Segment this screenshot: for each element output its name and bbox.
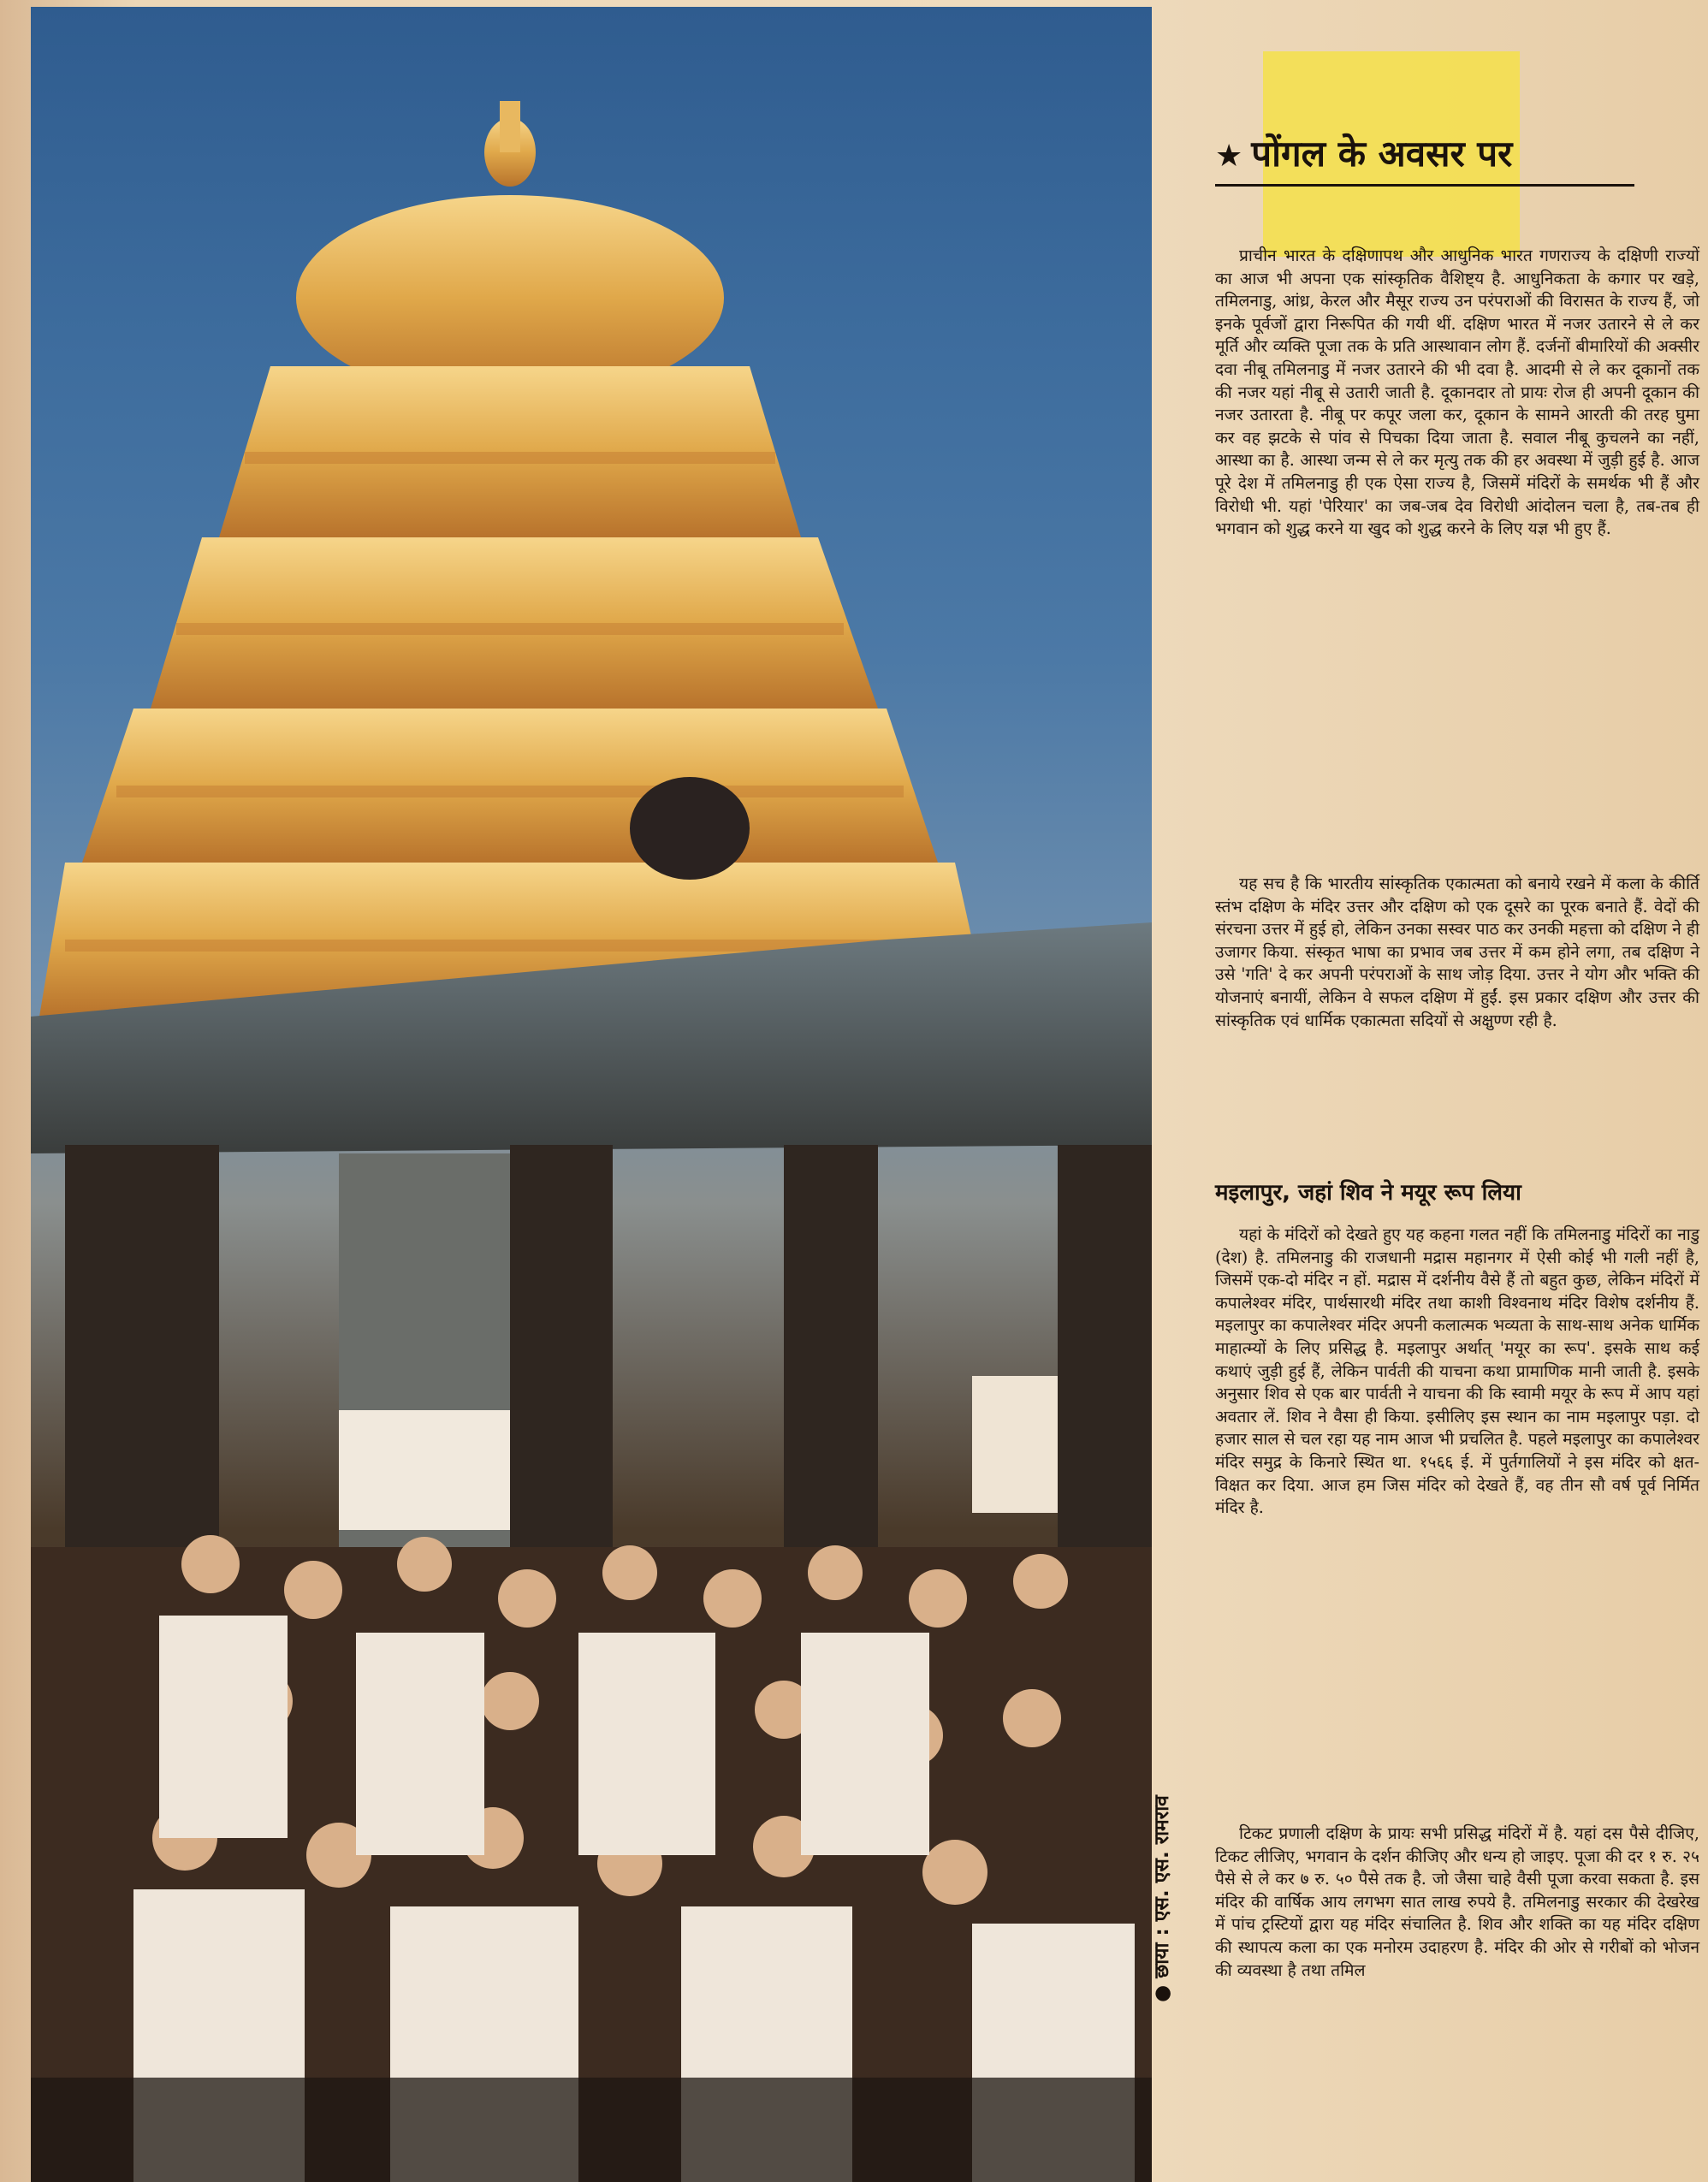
star-icon: ★ (1215, 139, 1243, 174)
paragraph-1: प्राचीन भारत के दक्षिणापथ और आधुनिक भारत गणराज्य के दक्षिणी राज्यों का आज भी अपना एक सांस्कृतिक वैशिष्ट्य है. आधुनिकता के कगार पर खड़े, तमिलनाडु, आंध्र, केरल और मैसूर राज्य उन परंपराओं की विरासत के राज्य हैं, जो इनके पूर्वजों द्वारा निरूपित की गयी थीं. दक्षिण भारत में नजर उतारने से ले कर मूर्ति और व्यक्ति पूजा तक के प्रति आस्थावान लोग हैं. दर्जनों बीमारियों की अक्सीर दवा नीबू तमिलनाडु में नजर उतारने की भी दवा है. आदमी से ले कर दूकानों तक की नजर यहां नीबू से उतारी जाती है. दूकानदार तो प्रायः रोज ही अपनी दूकान की नजर उतारता है. नीबू पर कपूर जला कर, दूकान के सामने आरती की तरह घुमा कर वह झटके से पांव से पिचका दिया जाता है. सवाल नीबू कुचलने का नहीं, आस्था का है. आस्था जन्म से ले कर मृत्यु तक की हर अवस्था में जुड़ी हुई है. आज पूरे देश में तमिलनाडु ही एक ऐसा राज्य है, जिसमें मंदिरों के समर्थक भी हैं और विरोधी भी. यहां 'पेरियार' का जब-जब देव विरोधी आंदोलन चला है, तब-तब ही भगवान को शुद्ध करने या खुद को शुद्ध करने के लिए यज्ञ भी हुए हैं. (1215, 246, 1699, 539)
article-title (1215, 128, 1634, 187)
paragraph-3: यहां के मंदिरों को देखते हुए यह कहना गलत नहीं कि तमिलनाडु मंदिरों का नाडु (देश) है. तमिलनाडु की राजधानी मद्रास महानगर में ऐसी कोई भी गली नहीं है, जिसमें एक-दो मंदिर न हों. मद्रास में दर्शनीय वैसे हैं तो बहुत कुछ, लेकिन मंदिरों में कपालेश्वर मंदिर, पार्थसारथी मंदिर तथा काशी विश्वनाथ मंदिर विशेष दर्शनीय हैं. मइलापुर का कपालेश्वर मंदिर अपनी कलात्मक भव्यता के साथ-साथ अनेक धार्मिक माहात्म्यों के लिए प्रसिद्ध है. मइलापुर अर्थात् 'मयूर का रूप'. इसके साथ कई कथाएं जुड़ी हुई हैं, लेकिन पार्वती की याचना कथा प्रामाणिक मानी जाती है. इसके अनुसार शिव से एक बार पार्वती ने याचना की कि स्वामी मयूर के रूप में आप यहां अवतार लें. शिव ने वैसा ही किया. इसीलिए इस स्थान का नाम मइलापुर पड़ा. दो हजार साल से चल रहा यह नाम आज भी प्रचलित है. पहले मइलापुर का कपालेश्वर मंदिर समुद्र के किनारे स्थित था. १५६६ ई. में पुर्तगालियों ने इस मंदिर को क्षत-विक्षत कर दिया. आज हम जिस मंदिर को देखते हैं, वह तीन सौ वर्ष पूर्व निर्मित मंदिर है. (1215, 1224, 1699, 1518)
paragraph-4: टिकट प्रणाली दक्षिण के प्रायः सभी प्रसिद्ध मंदिरों में है. यहां दस पैसे दीजिए, टिकट लीजिए, भगवान के दर्शन कीजिए और धन्य हो जाइए. पूजा की दर १ रु. २५ पैसे से ले कर ७ रु. ५० पैसे तक है. जो जैसा चाहे वैसी पूजा करवा सकता है. इस मंदिर की वार्षिक आय लगभग सात लाख रुपये है. तमिलनाडु सरकार की देखरेख में पांच ट्रस्टियों द्वारा यह मंदिर संचालित है. शिव और शक्ति का यह मंदिर दक्षिण की स्थापत्य कला का एक मनोरम उदाहरण है. मंदिर की ओर से गरीबों को भोजन की व्यवस्था है तथा तमिल (1215, 1823, 1699, 1980)
paragraph-2: यह सच है कि भारतीय सांस्कृतिक एकात्मता को बनाये रखने में कला के कीर्ति स्तंभ दक्षिण के मंदिर उत्तर और दक्षिण को एक दूसरे का पूरक बनाते हैं. वेदों की संरचना उत्तर में हुई हो, लेकिन उनका सस्वर पाठ कर उनकी महत्ता को दक्षिण ने ही उजागर किया. संस्कृत भाषा का प्रभाव जब उत्तर में कम होने लगा, तब दक्षिण ने उसे 'गति' दे कर अपनी परंपराओं के साथ जोड़ दिया. उत्तर ने योग और भक्ति की योजनाएं बनायीं, लेकिन वे सफल दक्षिण में हुईं. इस प्रकार दक्षिण और उत्तर की सांस्कृतिक एवं धार्मिक एकात्मता सदियों से अक्षुण्ण रही है. (1215, 874, 1699, 1030)
shadow-foreground (31, 2078, 1152, 2182)
nandi-statue (630, 777, 750, 880)
subheading: मइलापुर, जहां शिव ने मयूर रूप लिया (1215, 1180, 1521, 1206)
finial-stem (500, 101, 520, 152)
temple-illustration (31, 7, 1152, 2182)
photo-credit: ● छाया : एस. एस. रामराव (1151, 1795, 1173, 2002)
temple-photo (31, 7, 1152, 2182)
article-title-text: पोंगल के अवसर पर (1251, 133, 1513, 175)
